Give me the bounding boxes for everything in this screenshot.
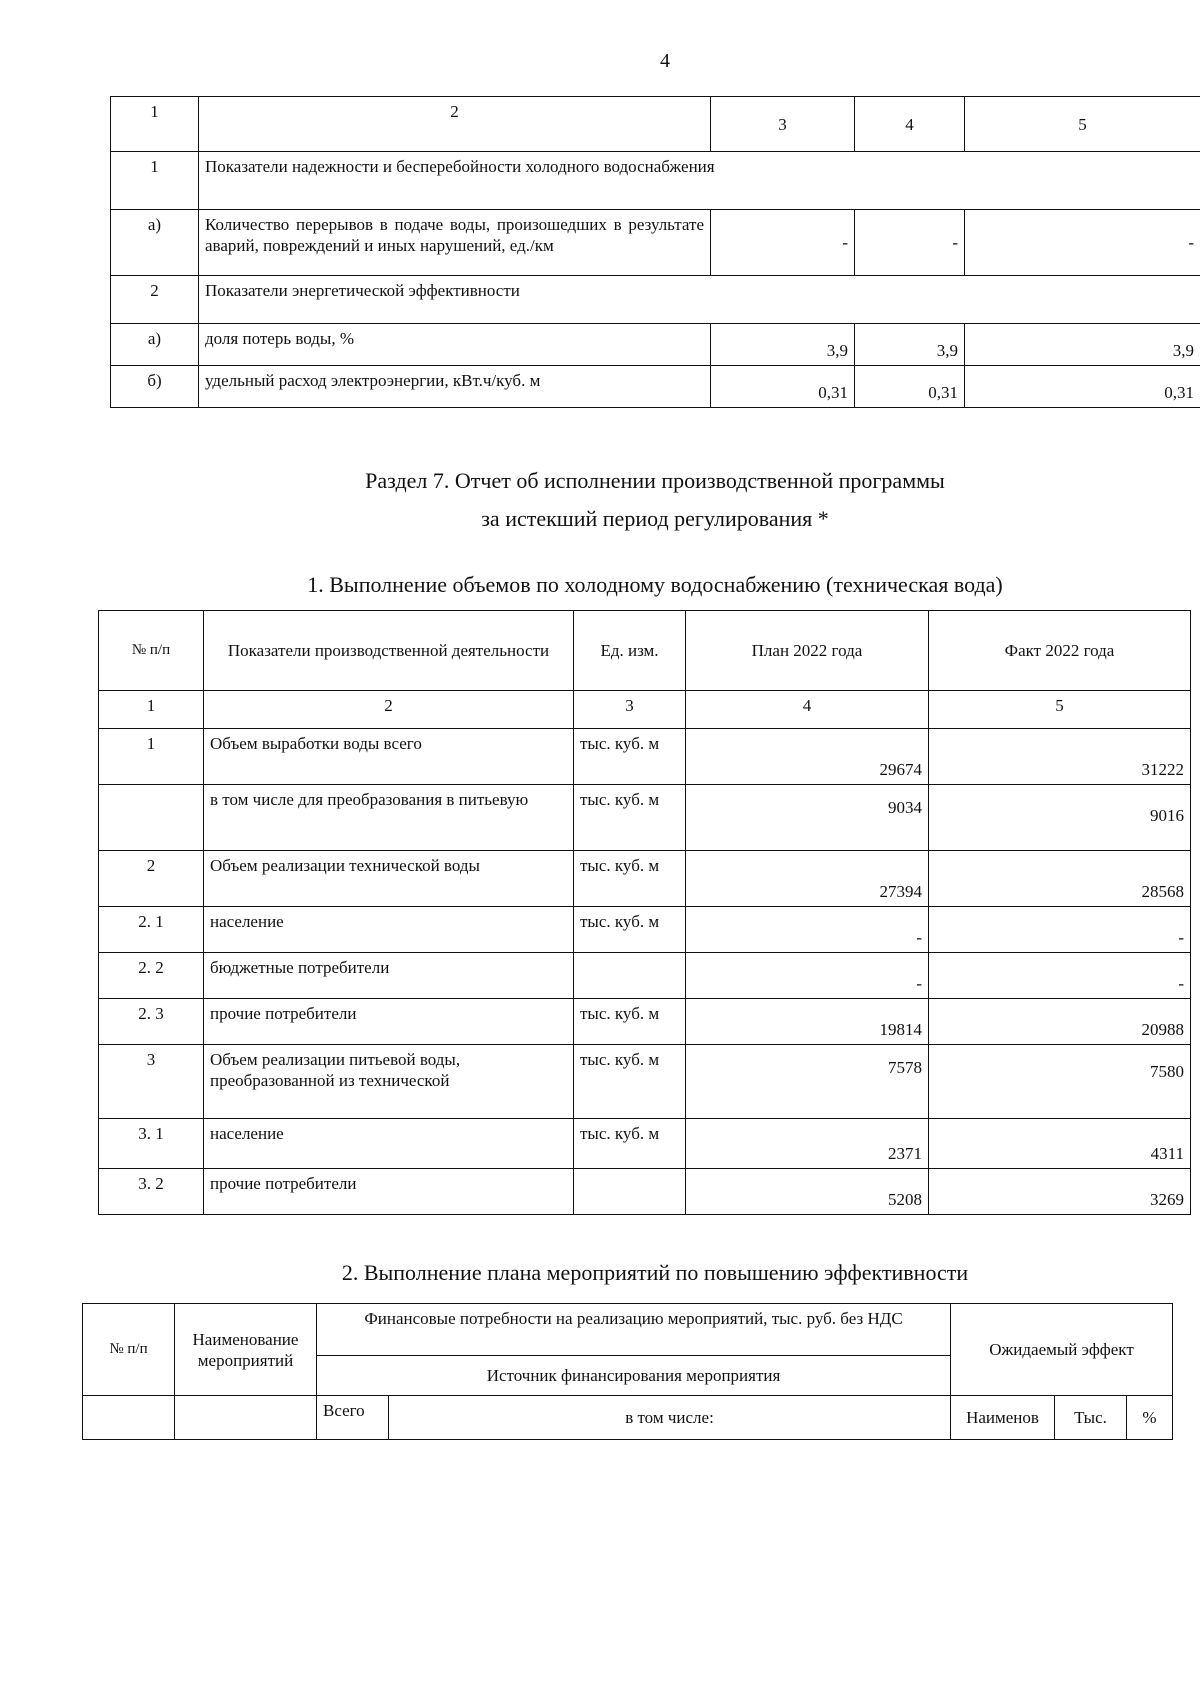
row-label: в том числе для преобразования в питьевую	[204, 785, 574, 851]
table-row	[111, 366, 1200, 408]
row-unit: тыс. куб. м	[574, 1045, 686, 1119]
row-label: Объем реализации питьевой воды, преобразованной из технической	[204, 1045, 574, 1119]
col-number: 5	[929, 691, 1191, 729]
col-number: 4	[686, 691, 929, 729]
row-unit: тыс. куб. м	[574, 907, 686, 953]
plan-value: 9034	[686, 785, 929, 851]
table-header-row	[83, 1304, 1173, 1356]
plan-value: 5208	[686, 1169, 929, 1215]
table-row	[99, 907, 1191, 953]
col-number: 2	[199, 97, 711, 152]
table-row	[99, 1045, 1191, 1119]
section-label: Показатели надежности и бесперебойности холодного водоснабжения	[199, 152, 1200, 210]
page-number: 4	[660, 50, 670, 72]
value-cell: 0,31	[711, 366, 855, 408]
table-row	[99, 729, 1191, 785]
row-number: 3	[99, 1045, 204, 1119]
col-number: 3	[574, 691, 686, 729]
row-label: доля потерь воды, %	[199, 324, 711, 366]
table-row	[99, 851, 1191, 907]
row-unit: тыс. куб. м	[574, 785, 686, 851]
header-indicator: Показатели производственной деятельности	[204, 611, 574, 691]
header-name: Наименование мероприятий	[175, 1304, 317, 1396]
row-number: 2. 2	[99, 953, 204, 999]
table-row	[99, 785, 1191, 851]
plan-value: -	[686, 907, 929, 953]
row-number: 1	[99, 729, 204, 785]
col-number: 2	[204, 691, 574, 729]
row-number: 3. 2	[99, 1169, 204, 1215]
row-unit	[574, 1169, 686, 1215]
header-num: № п/п	[83, 1304, 175, 1396]
header-unit: Ед. изм.	[574, 611, 686, 691]
row-number	[99, 785, 204, 851]
plan-value: 29674	[686, 729, 929, 785]
table-row	[99, 1169, 1191, 1215]
table-row	[111, 324, 1200, 366]
table-row	[111, 210, 1200, 276]
row-number: 2	[111, 276, 199, 324]
table-row	[99, 1119, 1191, 1169]
table-header-row	[83, 1396, 1173, 1440]
section-title: Раздел 7. Отчет об исполнении производственной программы	[365, 468, 945, 493]
value-cell: 0,31	[965, 366, 1200, 408]
fact-value: -	[929, 953, 1191, 999]
row-label: прочие потребители	[204, 999, 574, 1045]
row-unit: тыс. куб. м	[574, 1119, 686, 1169]
row-label: население	[204, 907, 574, 953]
fact-value: -	[929, 907, 1191, 953]
header-fact: Факт 2022 года	[929, 611, 1191, 691]
col-number: 3	[711, 97, 855, 152]
plan-value: -	[686, 953, 929, 999]
value-cell: -	[965, 210, 1200, 276]
empty-cell	[175, 1396, 317, 1440]
volumes-table	[98, 610, 1191, 1215]
row-number: а)	[111, 210, 199, 276]
plan-value: 27394	[686, 851, 929, 907]
row-number: а)	[111, 324, 199, 366]
value-cell: 3,9	[855, 324, 965, 366]
table-row	[99, 999, 1191, 1045]
row-number: 1	[111, 152, 199, 210]
row-number: 2	[99, 851, 204, 907]
empty-cell	[83, 1396, 175, 1440]
column-numbers-row	[111, 97, 1200, 152]
header-including: в том числе:	[389, 1396, 951, 1440]
row-label: Объем реализации технической воды	[204, 851, 574, 907]
row-number: 2. 3	[99, 999, 204, 1045]
measures-table	[82, 1303, 1173, 1440]
plan-value: 2371	[686, 1119, 929, 1169]
row-number: 2. 1	[99, 907, 204, 953]
table-row	[111, 152, 1200, 210]
row-number: 3. 1	[99, 1119, 204, 1169]
value-cell: -	[855, 210, 965, 276]
fact-value: 28568	[929, 851, 1191, 907]
fact-value: 20988	[929, 999, 1191, 1045]
value-cell: 0,31	[855, 366, 965, 408]
fact-value: 9016	[929, 785, 1191, 851]
header-effect-pct: %	[1127, 1396, 1173, 1440]
value-cell: 3,9	[965, 324, 1200, 366]
header-effect-thous: Тыс.	[1055, 1396, 1127, 1440]
subsection-title: 1. Выполнение объемов по холодному водоснабжению (техническая вода)	[307, 572, 1003, 597]
section-label: Показатели энергетической эффективности	[199, 276, 1200, 324]
plan-value: 7578	[686, 1045, 929, 1119]
col-number: 4	[855, 97, 965, 152]
col-number: 1	[111, 97, 199, 152]
fact-value: 3269	[929, 1169, 1191, 1215]
value-cell: 3,9	[711, 324, 855, 366]
fact-value: 31222	[929, 729, 1191, 785]
col-number: 1	[99, 691, 204, 729]
header-total: Всего	[317, 1396, 389, 1440]
row-unit: тыс. куб. м	[574, 729, 686, 785]
row-label: Объем выработки воды всего	[204, 729, 574, 785]
header-source: Источник финансирования мероприятия	[317, 1356, 951, 1396]
header-effect: Ожидаемый эффект	[951, 1304, 1173, 1396]
row-unit	[574, 953, 686, 999]
row-label: прочие потребители	[204, 1169, 574, 1215]
section-subtitle: за истекший период регулирования *	[481, 506, 829, 531]
table-row	[111, 276, 1200, 324]
header-effect-name: Наименов	[951, 1396, 1055, 1440]
row-unit: тыс. куб. м	[574, 999, 686, 1045]
row-label: население	[204, 1119, 574, 1169]
fact-value: 4311	[929, 1119, 1191, 1169]
value-cell: -	[711, 210, 855, 276]
header-finance: Финансовые потребности на реализацию мероприятий, тыс. руб. без НДС	[317, 1304, 951, 1356]
column-numbers-row	[99, 691, 1191, 729]
row-number: б)	[111, 366, 199, 408]
row-unit: тыс. куб. м	[574, 851, 686, 907]
table-header-row	[99, 611, 1191, 691]
row-label: бюджетные потребители	[204, 953, 574, 999]
row-label: Количество перерывов в подаче воды, произошедших в результате аварий, повреждений и иных нарушений, ед./км	[199, 210, 711, 276]
col-number: 5	[965, 97, 1200, 152]
indicators-table	[110, 96, 1200, 408]
plan-value: 19814	[686, 999, 929, 1045]
header-plan: План 2022 года	[686, 611, 929, 691]
subsection-title: 2. Выполнение плана мероприятий по повышению эффективности	[341, 1260, 969, 1285]
table-row	[99, 953, 1191, 999]
header-num: № п/п	[99, 611, 204, 691]
fact-value: 7580	[929, 1045, 1191, 1119]
row-label: удельный расход электроэнергии, кВт.ч/куб. м	[199, 366, 711, 408]
